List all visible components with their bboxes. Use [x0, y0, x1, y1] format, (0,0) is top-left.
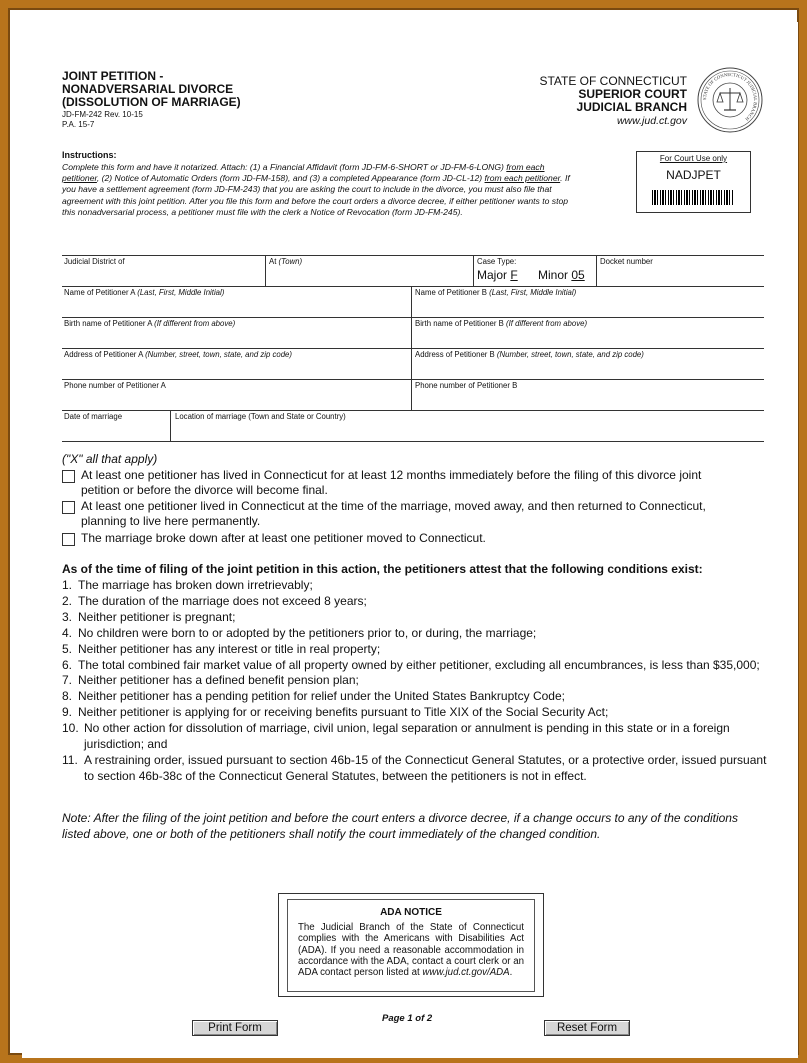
town-field[interactable]: At (Town)	[269, 257, 303, 266]
reset-form-button[interactable]: Reset Form	[544, 1020, 630, 1036]
petitioner-a-phone-field[interactable]: Phone number of Petitioner A	[64, 381, 166, 390]
conditions-list	[62, 578, 767, 785]
page-number: Page 1 of 2	[382, 1013, 433, 1024]
form-page: JOINT PETITION - NONADVERSARIAL DIVORCE (DISSOLUTION OF MARRIAGE) JD-FM-242 Rev. 10-15 P.A. 15-7 STATE OF CONNECTICUT SUPERIOR COURT JUDICIAL BRANCH www.jud.ct.gov STATE OF CONNECTICUT JUDICIAL BRANCH Instructions: Complete this form and have it notarized. Attach: (1) a Financial Affidavit (form JD-FM-6-SHORT or JD-FM-6-LONG) from each petitioner, (2) Notice of Automatic Orders (form JD-FM-158), and (3) a completed Appearance (form JD-CL-12) from each petitioner. If you have a settlement agreement (form JD-FM-243) that you are asking the court to include in the divorce, you must also file that agreement with this joint petition. After you file this form and before the court orders a divorce decree, if either petitioner wants to stop this nonadversarial process, a petitioner must file with the clerk a Notice of Revocation (form JD-FM-245). For Court Use only NADJPET Judicial District of At (Town) Case Type: Major F Minor 05 Docket number Name of Petitioner A (Last, First, Middle Initial) Name of Petitioner B (Last, First, Middle Initial) Birth name of Petitioner A (If different from above) Birth name of Petitioner B (If different from above) Address of Petitioner A (Number, street, town, state, and zip code) Address of Petitioner B (Number, street, town, state, and zip code) Phone number of Petitioner A Phone number of Petitioner B Date of marriage Location of marriage (Town and State or Country) ("X" all that apply) At least one petitioner has lived in Connecticut for at least 12 months immediately before the filing of this divorce joint petition or before the divorce will become final. At least one petitioner lived in Connecticut at the time of the marriage, moved away, and then returned to Connecticut, planning to live here permanently. The marriage broke down after at least one petitioner moved to Connecticut. As of the time of filing of the joint petition in this action, the petitioners attest that the following conditions exist: 1. The marriage has broken down irretrievably; 2. The duration of the marriage does not exceed 8 years; 3. Neither petitioner is pregnant; 4. No children were born to or adopted by the petitioners prior to, or during, the marriage; 5. Neither petitioner has any interest or title in real property; 6. The total combined fair market value of all property owned by either petitioner, excluding all encumbrances, is less than $35,000; 7. Neither petitioner has a defined benefit pension plan; 8. Neither petitioner has a pending petition for relief under the United States Bankruptcy Code; 9. Neither petitioner is applying for or receiving benefits pursuant to Title XIX of the Social Security Act; 10. No other action for dissolution of marriage, civil union, legal separation or annulment is pending in this state or in a foreign jurisdiction; and 11. A restraining order, issued pursuant to section 46b-15 of the Connecticut General Statutes, or a protective order, issued pursuant to section 46b-38c of the Connecticut General Statutes, between the petitioners is not in effect. Note: After the filing of the joint petition and before the court enters a divorce decree, if a change occurs to any of the conditions listed above, one or both of the petitioners shall notify the court immediately of the changed condition. ADA NOTICE The Judicial Branch of the State of Connecticut complies with the Americans with Disabilities Act (ADA). If you need a reasonable accommodation in accordance with the ADA, contact a court clerk or an ADA contact person listed at www.jud.ct.gov/ADA. Print Form Page 1 of 2 Reset Form	[22, 22, 798, 1058]
petitioner-b-phone-field[interactable]: Phone number of Petitioner B	[415, 381, 518, 390]
petitioner-a-address-field[interactable]: Address of Petitioner A (Number, street, town, state, and zip code)	[64, 350, 292, 359]
judicial-district-field[interactable]: Judicial District of	[64, 257, 125, 266]
court-use-label: For Court Use only	[659, 154, 728, 163]
residency-heading: ("X" all that apply)	[62, 452, 158, 466]
court-seal-icon	[696, 66, 764, 134]
condition-item: 9. Neither petitioner is applying for or receiving benefits pursuant to Title XIX of the Social Security Act;	[62, 705, 609, 720]
form-number: JD-FM-242 Rev. 10-15	[62, 110, 143, 119]
condition-item: 2. The duration of the marriage does not exceed 8 years;	[62, 593, 367, 608]
judicial-branch: JUDICIAL BRANCH	[576, 100, 687, 114]
residency-checkbox-1[interactable]	[62, 470, 75, 483]
case-type-minor[interactable]: Minor 05	[538, 268, 585, 282]
seal-text: STATE OF CONNECTICUT JUDICIAL BRANCH	[701, 71, 759, 122]
website-link[interactable]: www.jud.ct.gov	[616, 115, 687, 127]
barcode-icon	[652, 190, 734, 205]
condition-item: 6. The total combined fair market value of all property owned by either petitioner, excluding all encumbrances, is less than $35,000;	[62, 657, 760, 672]
title-line-2: NONADVERSARIAL DIVORCE	[62, 82, 234, 96]
petitioner-b-birth-name-field[interactable]: Birth name of Petitioner B (If different from above)	[415, 319, 588, 328]
marriage-location-field[interactable]: Location of marriage (Town and State or Country)	[175, 412, 346, 421]
residency-checkbox-2[interactable]	[62, 501, 75, 514]
public-act: P.A. 15-7	[62, 120, 95, 129]
petitioner-b-name-field[interactable]: Name of Petitioner B (Last, First, Middle Initial)	[415, 288, 577, 297]
condition-item: 11. A restraining order, issued pursuant to section 46b-15 of the Connecticut General Statutes, or a protective order, issued pursuant to section 46b-38c of the Connecticut General Statutes, between the petitioners is not in effect.	[62, 752, 767, 783]
change-notice-note: Note: After the filing of the joint petition and before the court enters a divorce decree, if a change occurs to any of the conditions listed above, one or both of the petitioners shall notify the court immediately of the changed condition.	[62, 811, 738, 841]
instructions-text: Complete this form and have it notarized. Attach: (1) a Financial Affidavit (form JD-FM-6-SHORT or JD-FM-6-LONG) from each petitioner, (2) Notice of Automatic Orders (form JD-FM-158), and (3) a completed Appearance (form JD-CL-12) from each petitioner. If you have a settlement agreement (form JD-FM-243) that you are asking the court to include in the divorce, you must also file that agreement with this joint petition. After you file this form and before the court orders a divorce decree, if either petitioner wants to stop this nonadversarial process, a petitioner must file with the clerk a Notice of Revocation (form JD-FM-245).	[62, 162, 570, 217]
petitioner-a-birth-name-field[interactable]: Birth name of Petitioner A (If different from above)	[64, 319, 236, 328]
ada-body: The Judicial Branch of the State of Connecticut complies with the Americans with Disabilities Act (ADA). If you need a reasonable accommodation in accordance with the ADA, contact a court clerk or an ADA contact person listed at www.jud.ct.gov/ADA.	[298, 922, 524, 979]
superior-court: SUPERIOR COURT	[578, 87, 687, 101]
print-form-button[interactable]: Print Form	[192, 1020, 278, 1036]
court-header	[492, 75, 687, 128]
court-use-code: NADJPET	[666, 168, 721, 182]
court-use-box	[636, 151, 751, 213]
residency-checkbox-3[interactable]	[62, 533, 75, 546]
form-title	[62, 70, 241, 109]
condition-item: 3. Neither petitioner is pregnant;	[62, 609, 236, 624]
condition-item: 1. The marriage has broken down irretrievably;	[62, 578, 313, 592]
condition-item: 10. No other action for dissolution of marriage, civil union, legal separation or annulment is pending in this state or in a foreign jurisdiction; and	[62, 721, 730, 752]
ada-title: ADA NOTICE	[380, 907, 442, 918]
instructions-heading: Instructions:	[62, 150, 117, 160]
condition-item: 4. No children were born to or adopted by the petitioners prior to, or during, the marriage;	[62, 625, 537, 640]
case-type-label: Case Type:	[477, 257, 517, 266]
petitioner-b-address-field[interactable]: Address of Petitioner B (Number, street, town, state, and zip code)	[415, 350, 644, 359]
petitioner-a-name-field[interactable]: Name of Petitioner A (Last, First, Middle Initial)	[64, 288, 225, 297]
case-type-major[interactable]: Major F	[477, 268, 518, 282]
petition-field-grid	[62, 255, 764, 441]
condition-item: 5. Neither petitioner has any interest or title in real property;	[62, 641, 381, 656]
docket-number-field[interactable]: Docket number	[600, 257, 653, 266]
state-name: STATE OF CONNECTICUT	[539, 74, 687, 88]
form-number-block	[62, 110, 143, 130]
conditions-heading: As of the time of filing of the joint petition in this action, the petitioners attest that the following conditions exist:	[62, 562, 703, 576]
ada-notice-box	[278, 893, 544, 997]
title-line-1: JOINT PETITION -	[62, 69, 164, 83]
condition-item: 7. Neither petitioner has a defined benefit pension plan;	[62, 673, 359, 688]
title-line-3: (DISSOLUTION OF MARRIAGE)	[62, 95, 241, 109]
ada-link[interactable]: www.jud.ct.gov/ADA	[422, 967, 510, 979]
condition-item: 8. Neither petitioner has a pending petition for relief under the United States Bankruptcy Code;	[62, 689, 565, 704]
marriage-date-field[interactable]: Date of marriage	[64, 412, 123, 421]
